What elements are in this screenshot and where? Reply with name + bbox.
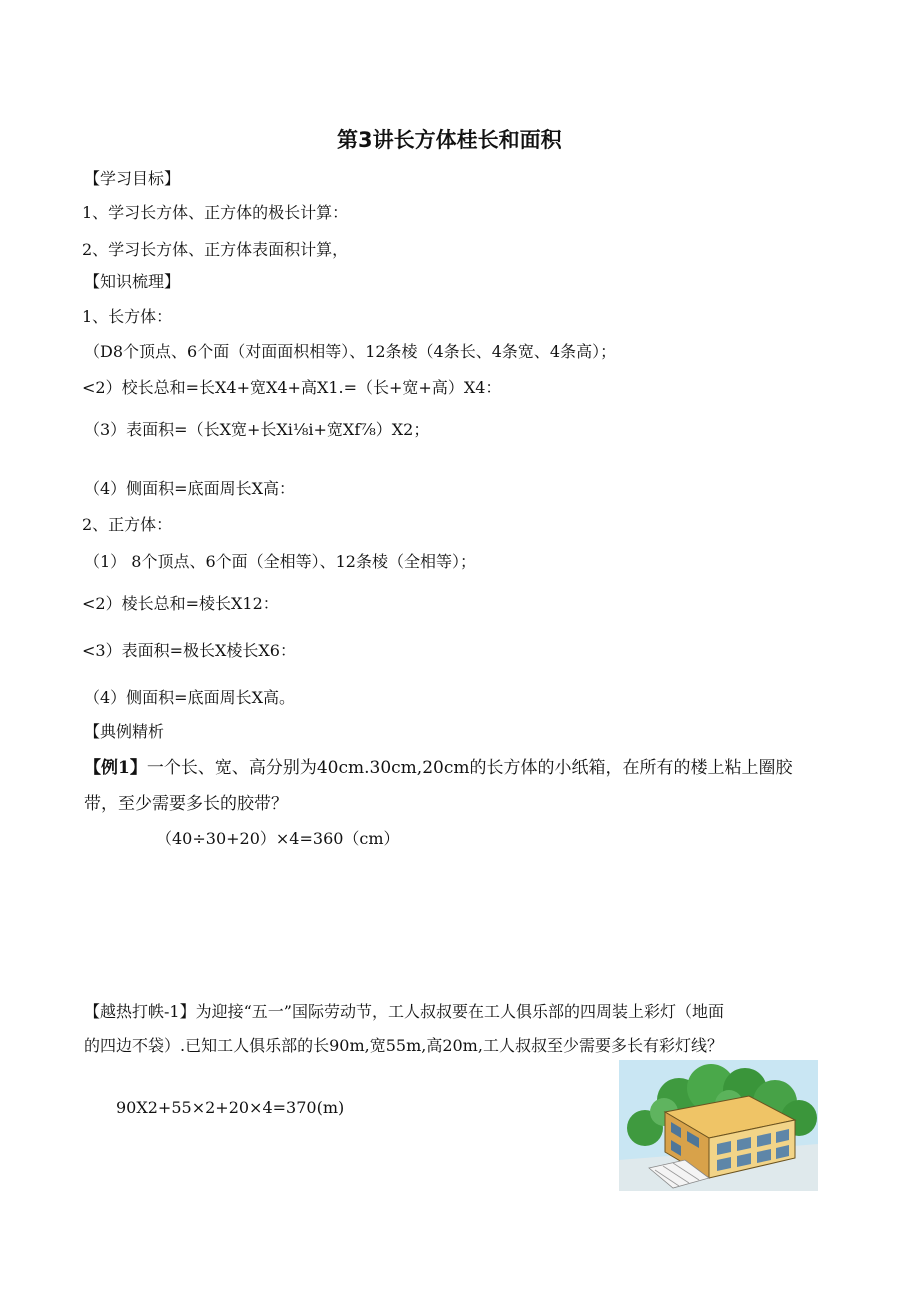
section-heading-knowledge: 【知识梳理】 xyxy=(84,272,181,291)
cuboid-item: （4）侧面积=底面周长X高： xyxy=(84,479,295,498)
example-1-question xyxy=(84,758,792,778)
example-1-label: 【例1】 xyxy=(84,758,147,778)
cube-item: （1） 8个顶点、6个面（全相等）、12条棱（全相等）； xyxy=(84,552,476,571)
example-1-text: 一个长、宽、高分别为40cm.30cm,20cm的长方体的小纸箱，在所有的楼上粘上圈胶 xyxy=(146,758,793,778)
cuboid-item: <2）校长总和=长X4+宽X4+高X1.=（长+宽+高）X4： xyxy=(82,378,502,397)
section-heading-goals: 【学习目标】 xyxy=(84,169,181,188)
page-title: 第3讲长方体桂长和面积 xyxy=(337,128,562,152)
cuboid-item: （3）表面积=（长X宽+长Xi⅛i+宽Xf⅞）X2； xyxy=(84,420,430,439)
cuboid-item: （D8个顶点、6个面（对面面枳相等）、12条棱（4条长、4条宽、4条高）； xyxy=(84,342,617,361)
example-1-question-continued: 带，至少需要多长的胶带？ xyxy=(84,794,288,814)
cube-item: <2）棱长总和=棱长X12： xyxy=(82,594,279,613)
subsection-heading-cube: 2、正方体： xyxy=(82,515,173,534)
practice-1-answer: 90X2+55×2+20×4=370(m) xyxy=(116,1098,345,1117)
building-illustration xyxy=(619,1060,818,1191)
cube-item: <3）表面积=极长X棱长X6： xyxy=(82,641,296,660)
practice-1-question: 【越热打帙-1】为迎接“五一”国际劳动节，工人叔叔要在工人俱乐部的四周装上彩灯（地面 xyxy=(84,1002,724,1021)
practice-1-question-continued: 的四边不袋）.已知工人俱乐部的长90m,宽55m,高20m,工人叔叔至少需要多长有彩灯线？ xyxy=(84,1036,723,1055)
goal-item: 2、学习长方体、正方体表面积计算， xyxy=(82,240,349,259)
section-heading-examples: 【典例精析 xyxy=(84,722,165,741)
example-1-answer: （40÷30+20）×4=360（cm） xyxy=(156,829,400,848)
goal-item: 1、学习长方体、正方体的极长计算： xyxy=(82,203,349,222)
subsection-heading-cuboid: 1、长方体： xyxy=(82,307,173,326)
cube-item: （4）侧面积=底面周长X高。 xyxy=(84,688,295,707)
